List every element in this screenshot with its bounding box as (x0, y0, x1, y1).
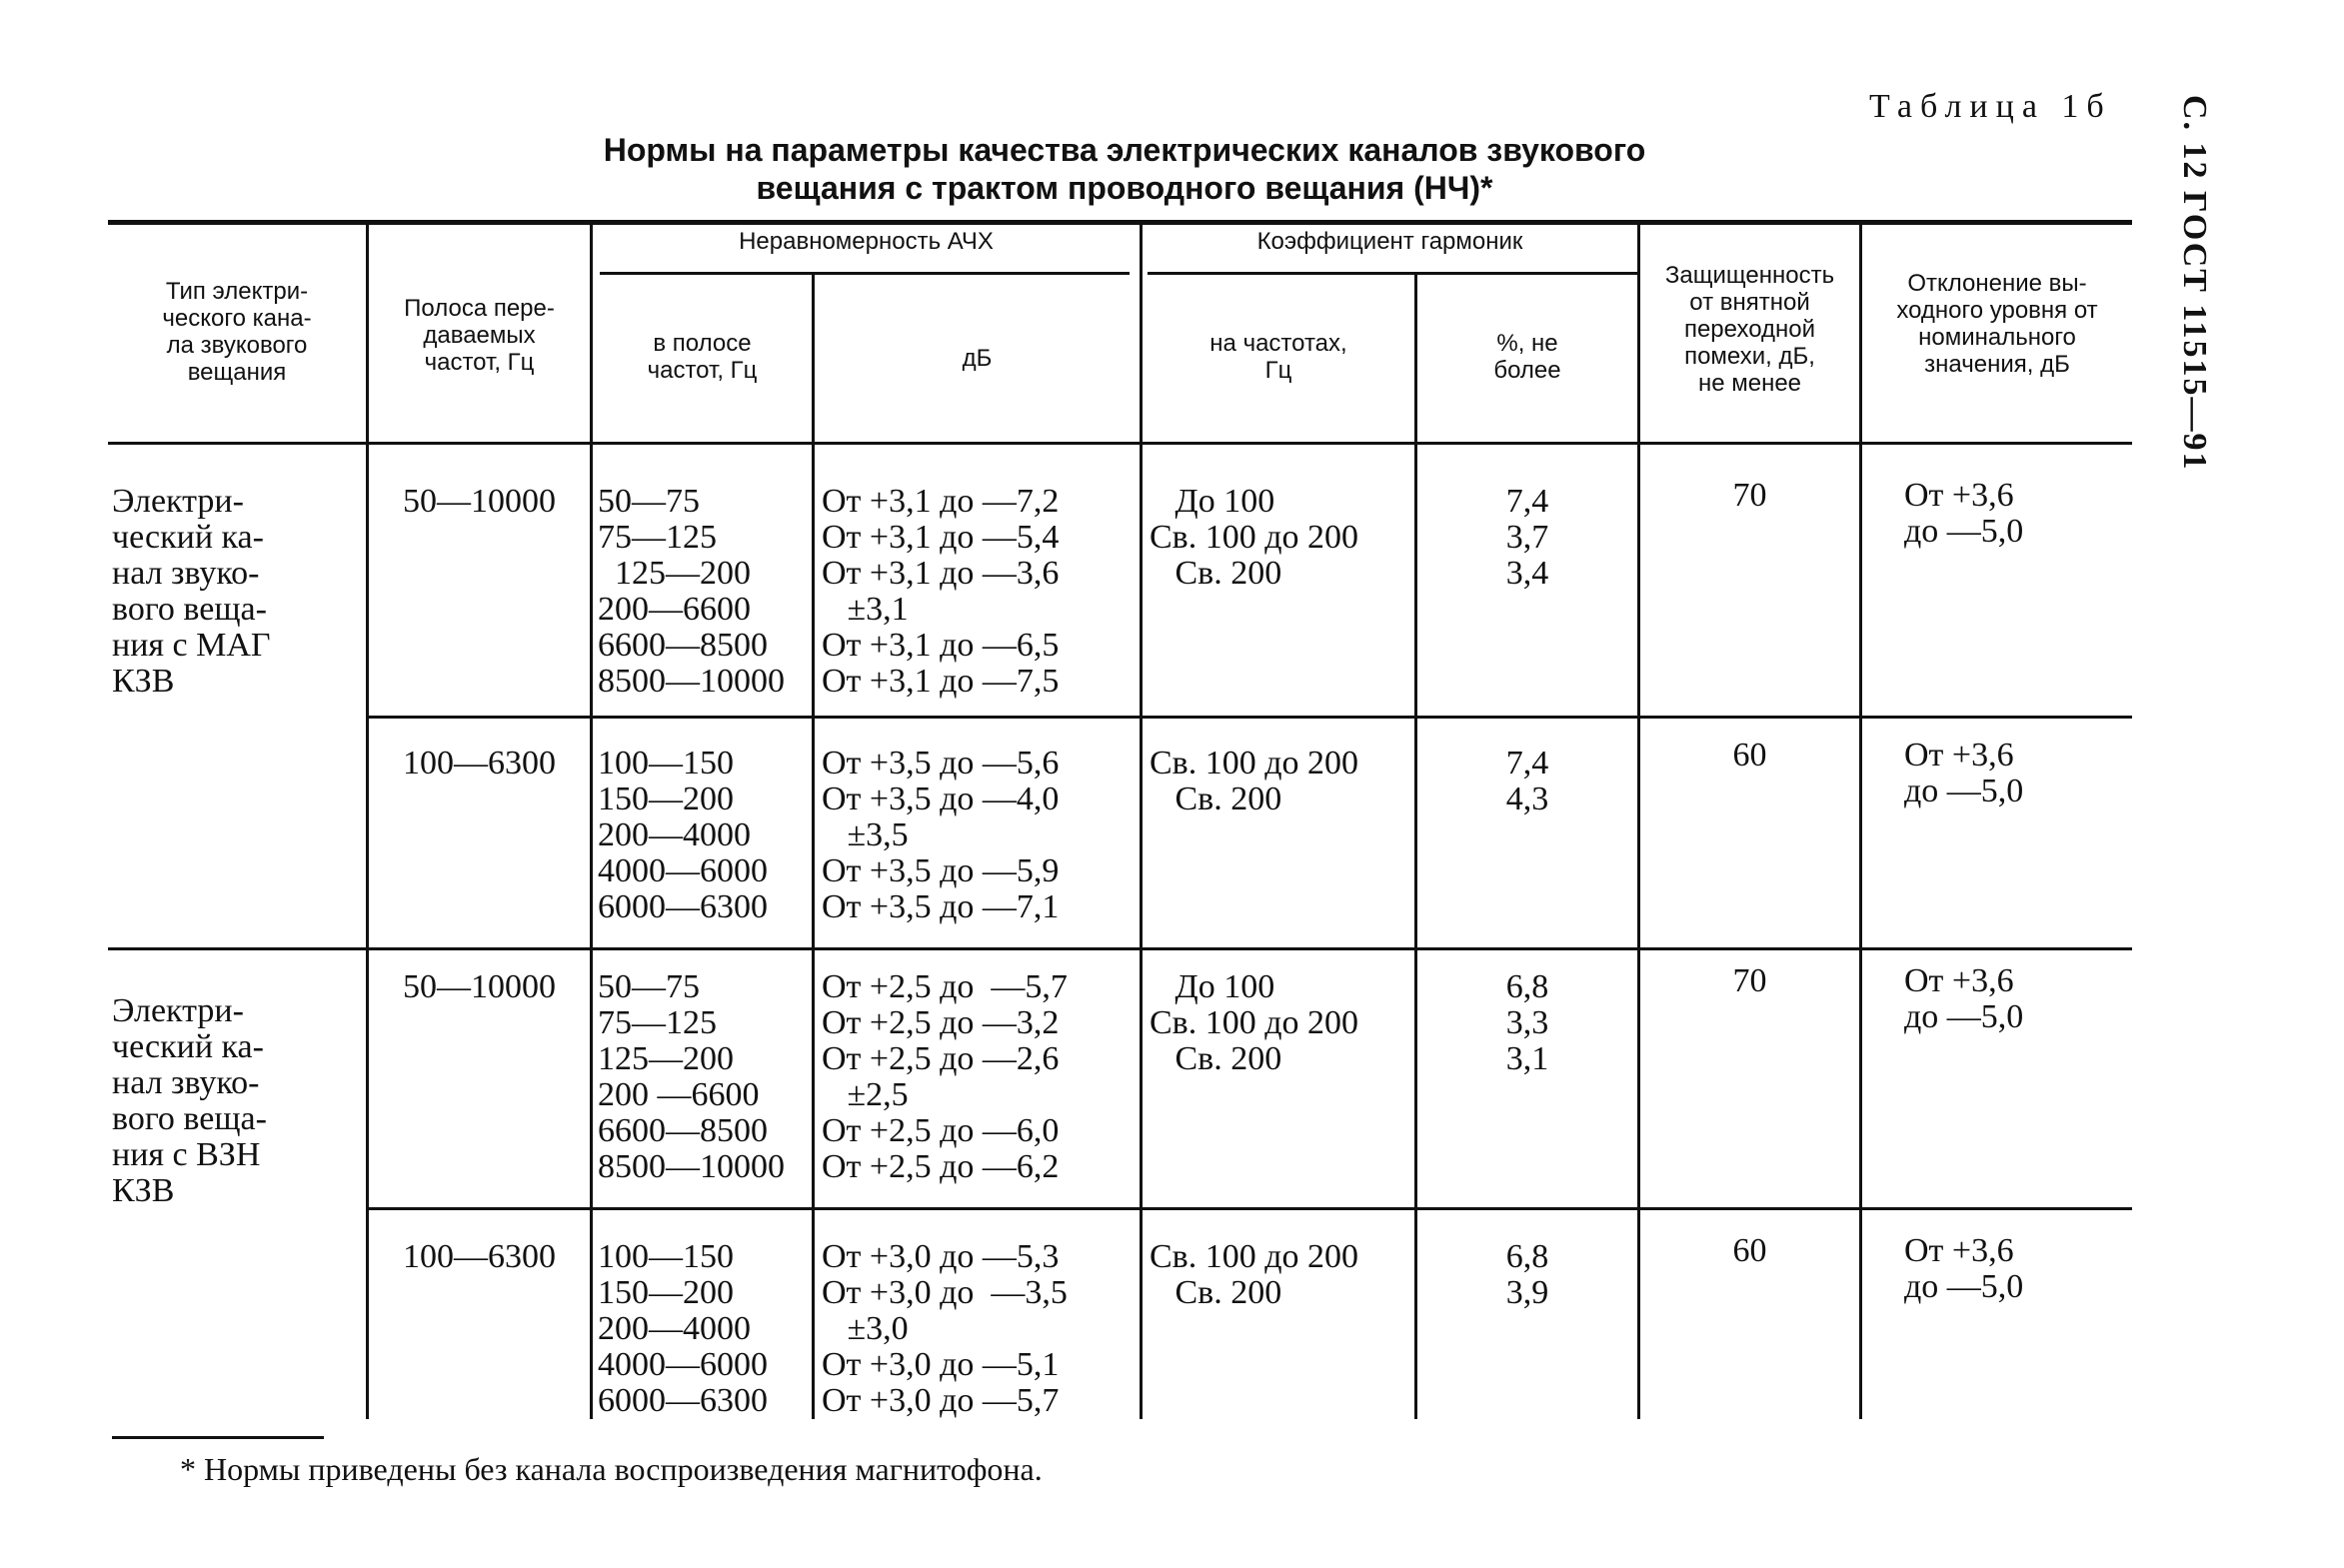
harm-pct-list: 7,4 4,3 (1505, 745, 1549, 817)
harm-pct-list: 6,8 3,9 (1505, 1238, 1549, 1311)
footnote: * Нормы приведены без канала воспроизведения магнитофона. (180, 1451, 1043, 1487)
db-list: От +3,5 до —5,6 От +3,5 до —4,0 ±3,5 От +3,5 до —5,9 От +3,5 до —7,1 (822, 745, 1060, 925)
db-list: От +2,5 до —5,7 От +2,5 до —3,2 От +2,5 до —2,6 ±2,5 От +2,5 до —6,0 От +2,5 до —6,2 (822, 968, 1068, 1185)
harm-freq-list: Св. 100 до 200 Св. 200 (1150, 1238, 1359, 1311)
row-rule-1 (368, 716, 2132, 719)
harm-pct-list: 7,4 3,7 3,4 (1505, 483, 1549, 592)
table-title-line1: Нормы на параметры качества электрических каналов звукового (603, 132, 1646, 168)
channel-type-mag: Электри- ческий ка- нал звуко- вого веща- ния с МАГ КЗВ (112, 483, 271, 700)
side-document-label: С. 12 ГОСТ 11515—91 (2176, 95, 2213, 472)
header-harm-pct: %, не более (1493, 330, 1561, 384)
vrule-7 (1859, 225, 1862, 1419)
vrule-4 (1140, 225, 1143, 1419)
channel-type-vzn: Электри- ческий ка- нал звуко- вого веща- ния с ВЗН КЗВ (112, 992, 267, 1209)
top-rule (108, 220, 2132, 225)
header-achx-db: дБ (962, 345, 993, 372)
db-list: От +3,0 до —5,3 От +3,0 до —3,5 ±3,0 От +3,0 до —5,1 От +3,0 до —5,7 (822, 1238, 1068, 1419)
band-cell: 100—6300 (403, 745, 556, 782)
harm-freq-list: До 100 Св. 100 до 200 Св. 200 (1150, 483, 1359, 592)
row-rule-3 (368, 1207, 2132, 1210)
freq-list: 100—150 150—200 200—4000 4000—6000 6000—6300 (598, 745, 768, 925)
deviation-cell: От +3,6 до —5,0 (1904, 962, 2024, 1035)
header-band: Полоса пере- даваемых частот, Гц (404, 295, 555, 376)
deviation-cell: От +3,6 до —5,0 (1904, 477, 2024, 550)
harm-pct-list: 6,8 3,3 3,1 (1505, 968, 1549, 1077)
vrule-3 (812, 275, 815, 1419)
table-title-line2: вещания с трактом проводного вещания (НЧ)* (756, 170, 1493, 206)
deviation-cell: От +3,6 до —5,0 (1904, 1232, 2024, 1305)
header-deviation: Отклонение вы- ходного уровня от номинального значения, дБ (1896, 270, 2098, 378)
header-harm-freq: на частотах, Гц (1209, 330, 1347, 384)
group-rule (108, 947, 2132, 950)
header-achx-freq: в полосе частот, Гц (647, 330, 758, 384)
freq-list: 100—150 150—200 200—4000 4000—6000 6000—6300 (598, 1238, 768, 1419)
band-cell: 50—10000 (403, 968, 556, 1005)
harm-freq-list: Св. 100 до 200 Св. 200 (1150, 745, 1359, 817)
deviation-cell: От +3,6 до —5,0 (1904, 737, 2024, 809)
band-cell: 100—6300 (403, 1238, 556, 1275)
header-harm-group: Коэффициент гармоник (1256, 228, 1523, 255)
harm-group-rule (1148, 272, 1637, 275)
header-channel-type: Тип электри- ческого кана- ла звукового вещания (162, 278, 312, 386)
protection-cell: 60 (1732, 737, 1767, 774)
protection-cell: 70 (1732, 962, 1767, 999)
vrule-2 (590, 225, 593, 1419)
db-list: От +3,1 до —7,2 От +3,1 до —5,4 От +3,1 до —3,6 ±3,1 От +3,1 до —6,5 От +3,1 до —7,5 (822, 483, 1060, 700)
freq-list: 50—75 75—125 125—200 200—6600 6600—8500 8500—10000 (598, 483, 785, 700)
table-label: Таблица 1б (1869, 88, 2112, 125)
achx-group-rule (600, 272, 1130, 275)
freq-list: 50—75 75—125 125—200 200 —6600 6600—8500 8500—10000 (598, 968, 785, 1185)
footnote-rule (112, 1436, 324, 1439)
protection-cell: 70 (1732, 477, 1767, 514)
protection-cell: 60 (1732, 1232, 1767, 1269)
header-protection: Защищенность от внятной переходной помехи, дБ, не менее (1664, 262, 1835, 397)
band-cell: 50—10000 (403, 483, 556, 520)
header-bottom-rule (108, 442, 2132, 445)
harm-freq-list: До 100 Св. 100 до 200 Св. 200 (1150, 968, 1359, 1077)
header-achx-group: Неравномерность АЧХ (739, 228, 994, 255)
